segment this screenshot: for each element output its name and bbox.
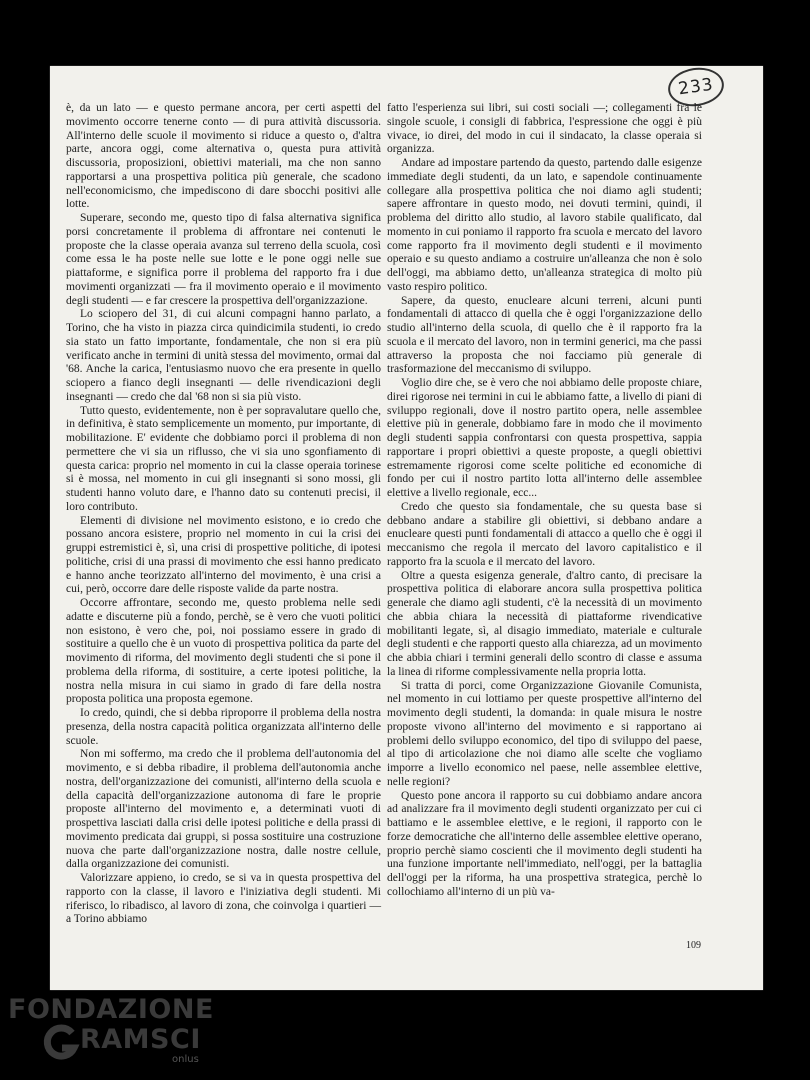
- watermark-suffix: onlus: [172, 1054, 199, 1065]
- right-column: [387, 102, 702, 900]
- handwritten-page-number: 233: [666, 64, 727, 109]
- paragraph: Lo sciopero del 31, di cui alcuni compagni hanno parlato, a Torino, che ha visto in piazza circa quindicimila studenti, io credo sia stato un fatto importante, fondamentale, che non si era più verificato anche in termini di unità stessa del movimento, ormai dal '68. Anche la carica, l'entusiasmo nuovo che era presente in quello sciopero a fianco degli insegnanti — delle rivendicazioni degli insegnanti — credo che dal '68 non si sia più visto.: [66, 308, 381, 403]
- paragraph: Occorre affrontare, secondo me, questo problema nelle sedi adatte e discuterne più a fondo, perchè, se è vero che vuoti politici non esistono, è vero che, poi, noi possiamo essere in grado di sostituire a quello che è un vuoto di prospettiva politica da parte del movimento di riforma, del movimento degli studenti che si pone il problema della riforma, di sostituire, a certe ipotesi politiche, la nostra nella misura in cui siamo in grado di fare della nostra proposta politica una proposta egemone.: [66, 597, 381, 706]
- fondazione-gramsci-watermark: [8, 994, 238, 1074]
- paragraph: Andare ad impostare partendo da questo, partendo dalle esigenze immediate degli studenti, da un lato, e sapendole continuamente collegare alla prospettiva politica che noi diamo agli studenti; sapere affrontare in questo modo, nei dovuti termini, quindi, il problema del diritto allo studio, al lavoro stabile qualificato, dal momento in cui poniamo il rapporto fra scuola e mercato del lavoro come rapporto fra il movimento degli studenti e il movimento operaio e su questo andiamo a costruire un'alleanza che non è solo dell'oggi, ma abbiamo detto, un'alleanza strategica di molto più vasto respiro politico.: [387, 157, 702, 293]
- paragraph: Voglio dire che, se è vero che noi abbiamo delle proposte chiare, direi rigorose nei termini in cui le abbiamo fatte, a livello di piani di sviluppo regionali, dove il nostro partito opera, nelle assemblee elettive più in generale, dobbiamo fare in modo che il movimento degli studenti sappia confrontarsi con questa prospettiva, sappia rapportare i propri obiettivi a queste proposte, a quegli obiettivi estremamente rigorosi come scelte politiche ed economiche di fondo per cui il nostro partito lotta all'interno delle assemblee elettive a livello regionale, ecc...: [387, 377, 702, 499]
- paragraph: Superare, secondo me, questo tipo di falsa alternativa significa porsi concretamente il problema di affrontare nei contenuti le proposte che la classe operaia avanza sul terreno della scuola, così come essa le ha poste nelle sue lotte e le pone oggi nelle sue piattaforme, e significa porre il problema del rapporto fra i due movimenti organizzati — fra il movimento operaio e il movimento degli studenti — e far crescere la prospettiva dell'organizzazione.: [66, 212, 381, 307]
- paragraph: Sapere, da questo, enucleare alcuni terreni, alcuni punti fondamentali di attacco di quella che è oggi l'organizzazione dello studio all'interno della scuola, di quello che è il rapporto fra la scuola e il mercato del lavoro, non in termini generici, ma che passi attraverso la proposta che noi facciamo più generale di trasformazione del meccanismo di sviluppo.: [387, 294, 702, 376]
- paragraph: Elementi di divisione nel movimento esistono, e io credo che possano ancora esistere, proprio nel momento in cui la crisi dei gruppi estremistici è, sì, una crisi di prospettive politiche, di ipotesi politiche, crisi di una prassi di movimento che essi hanno predicato e hanno anche teorizzato all'interno del movimento, è una crisi a cui, però, occorre dare delle risposte valide da parte nostra.: [66, 514, 381, 596]
- paragraph: Tutto questo, evidentemente, non è per sopravalutare quello che, in definitiva, è stato semplicemente un momento, pur importante, di mobilitazione. E' evidente che dobbiamo porci il problema di non permettere che vi sia un riflusso, che vi sia uno sgonfiamento di questa carica: proprio nel momento in cui la classe operaia torinese si è mossa, nel momento in cui gli insegnanti si sono mossi, gli studenti hanno voluto dare, e l'hanno dato su contenuti precisi, il loro contributo.: [66, 404, 381, 513]
- paragraph: è, da un lato — e questo permane ancora, per certi aspetti del movimento occorre tenerne conto — di pura attività discussoria. All'interno delle scuole il movimento si riduce a questo o, d'altra parte, ancora oggi, come alternativa o, questa pura attività discussoria, proposizioni, obiettivi materiali, ma che non sanno rapportarsi a una prospettiva politica più generale, che scadono nell'economicismo, che impediscono di dare sbocchi positivi alle lotte.: [66, 102, 381, 211]
- gramsci-g-logo-icon: [42, 1024, 80, 1062]
- paragraph: Oltre a questa esigenza generale, d'altro canto, di precisare la prospettiva politica di elaborare ancora sulla prospettiva politica generale che diamo agli studenti, c'è la necessità di un movimento che abbia chiara la necessità di piattaforme rivendicative mobilitanti legate, sì, al disagio immediato, materiale e culturale degli studenti e che rapporti questo alla chiarezza, ad un movimento che abbia chiari i termini generali dello scontro di classe e assuma la linea di riforme complessivamente nella propria lotta.: [387, 569, 702, 678]
- paragraph: fatto l'esperienza sui libri, sui costi sociali —; collegamenti fra le singole scuole, i consigli di fabbrica, l'espressione che oggi è più vivace, io direi, del modo in cui il sindacato, la classe operaia si organizza.: [387, 102, 702, 156]
- watermark-line2: RAMSCI: [80, 1024, 201, 1055]
- paragraph: Non mi soffermo, ma credo che il problema dell'autonomia del movimento, e si debba ribadire, il problema dell'autonomia anche nostra, dell'organizzazione dei comunisti, all'interno della scuola e della capacità dell'organizzazione autonoma di fare le proprie proposte all'interno del movimento e, a determinati vuoti di prospettiva lasciati dalla crisi delle ipotesi politiche e della prassi di movimento predicata dai gruppi, si possa sostituire una costruzione nuova che parte dall'organizzazione nostra, dalle nostre cellule, dalla organizzazione dei comunisti.: [66, 748, 381, 871]
- paragraph: Questo pone ancora il rapporto su cui dobbiamo andare ancora ad analizzare fra il movimento degli studenti organizzato per cui ci battiamo e le assemblee elettive, e le regioni, il rapporto con le forze democratiche che all'interno delle assemblee elettive operano, proprio perchè siamo coscienti che il movimento degli studenti ha una funzione importante nell'immediato, nell'oggi, per la battaglia dell'oggi per la riforma, ha una prospettiva strategica, perchè lo collochiamo all'interno di un più va-: [387, 789, 702, 898]
- paragraph: Valorizzare appieno, io credo, se si va in questa prospettiva del rapporto con la classe, il lavoro e l'iniziativa degli studenti. Mi riferisco, lo ribadisco, al lavoro di zona, che coinvolga i quartieri — a Torino abbiamo: [66, 872, 381, 926]
- paragraph: Io credo, quindi, che si debba riproporre il problema della nostra presenza, della nostra capacità politica organizzata all'interno delle scuole.: [66, 707, 381, 747]
- paragraph: Credo che questo sia fondamentale, che su questa base si debbano andare a stabilire gli obiettivi, si debbano andare a enucleare questi punti fondamentali di attacco a quello che è oggi il meccanismo che regola il mercato del lavoro capitalistico e il rapporto fra la scuola e il mercato del lavoro.: [387, 500, 702, 568]
- watermark-line1: FONDAZIONE: [8, 994, 214, 1025]
- page-folio: 109: [686, 940, 701, 951]
- paragraph: Si tratta di porci, come Organizzazione Giovanile Comunista, nel momento in cui lottiamo per queste prospettive all'interno del movimento degli studenti, la domanda: in quale misura le nostre proposte vivono all'interno del movimento e si rapportano ai problemi dello sviluppo economico, del tipo di sviluppo del paese, al tipo di articolazione che noi diamo alle scelte che vogliamo imporre a livello economico nel paese, nelle assemblee elettive, nelle regioni?: [387, 679, 702, 788]
- left-column: [66, 102, 381, 927]
